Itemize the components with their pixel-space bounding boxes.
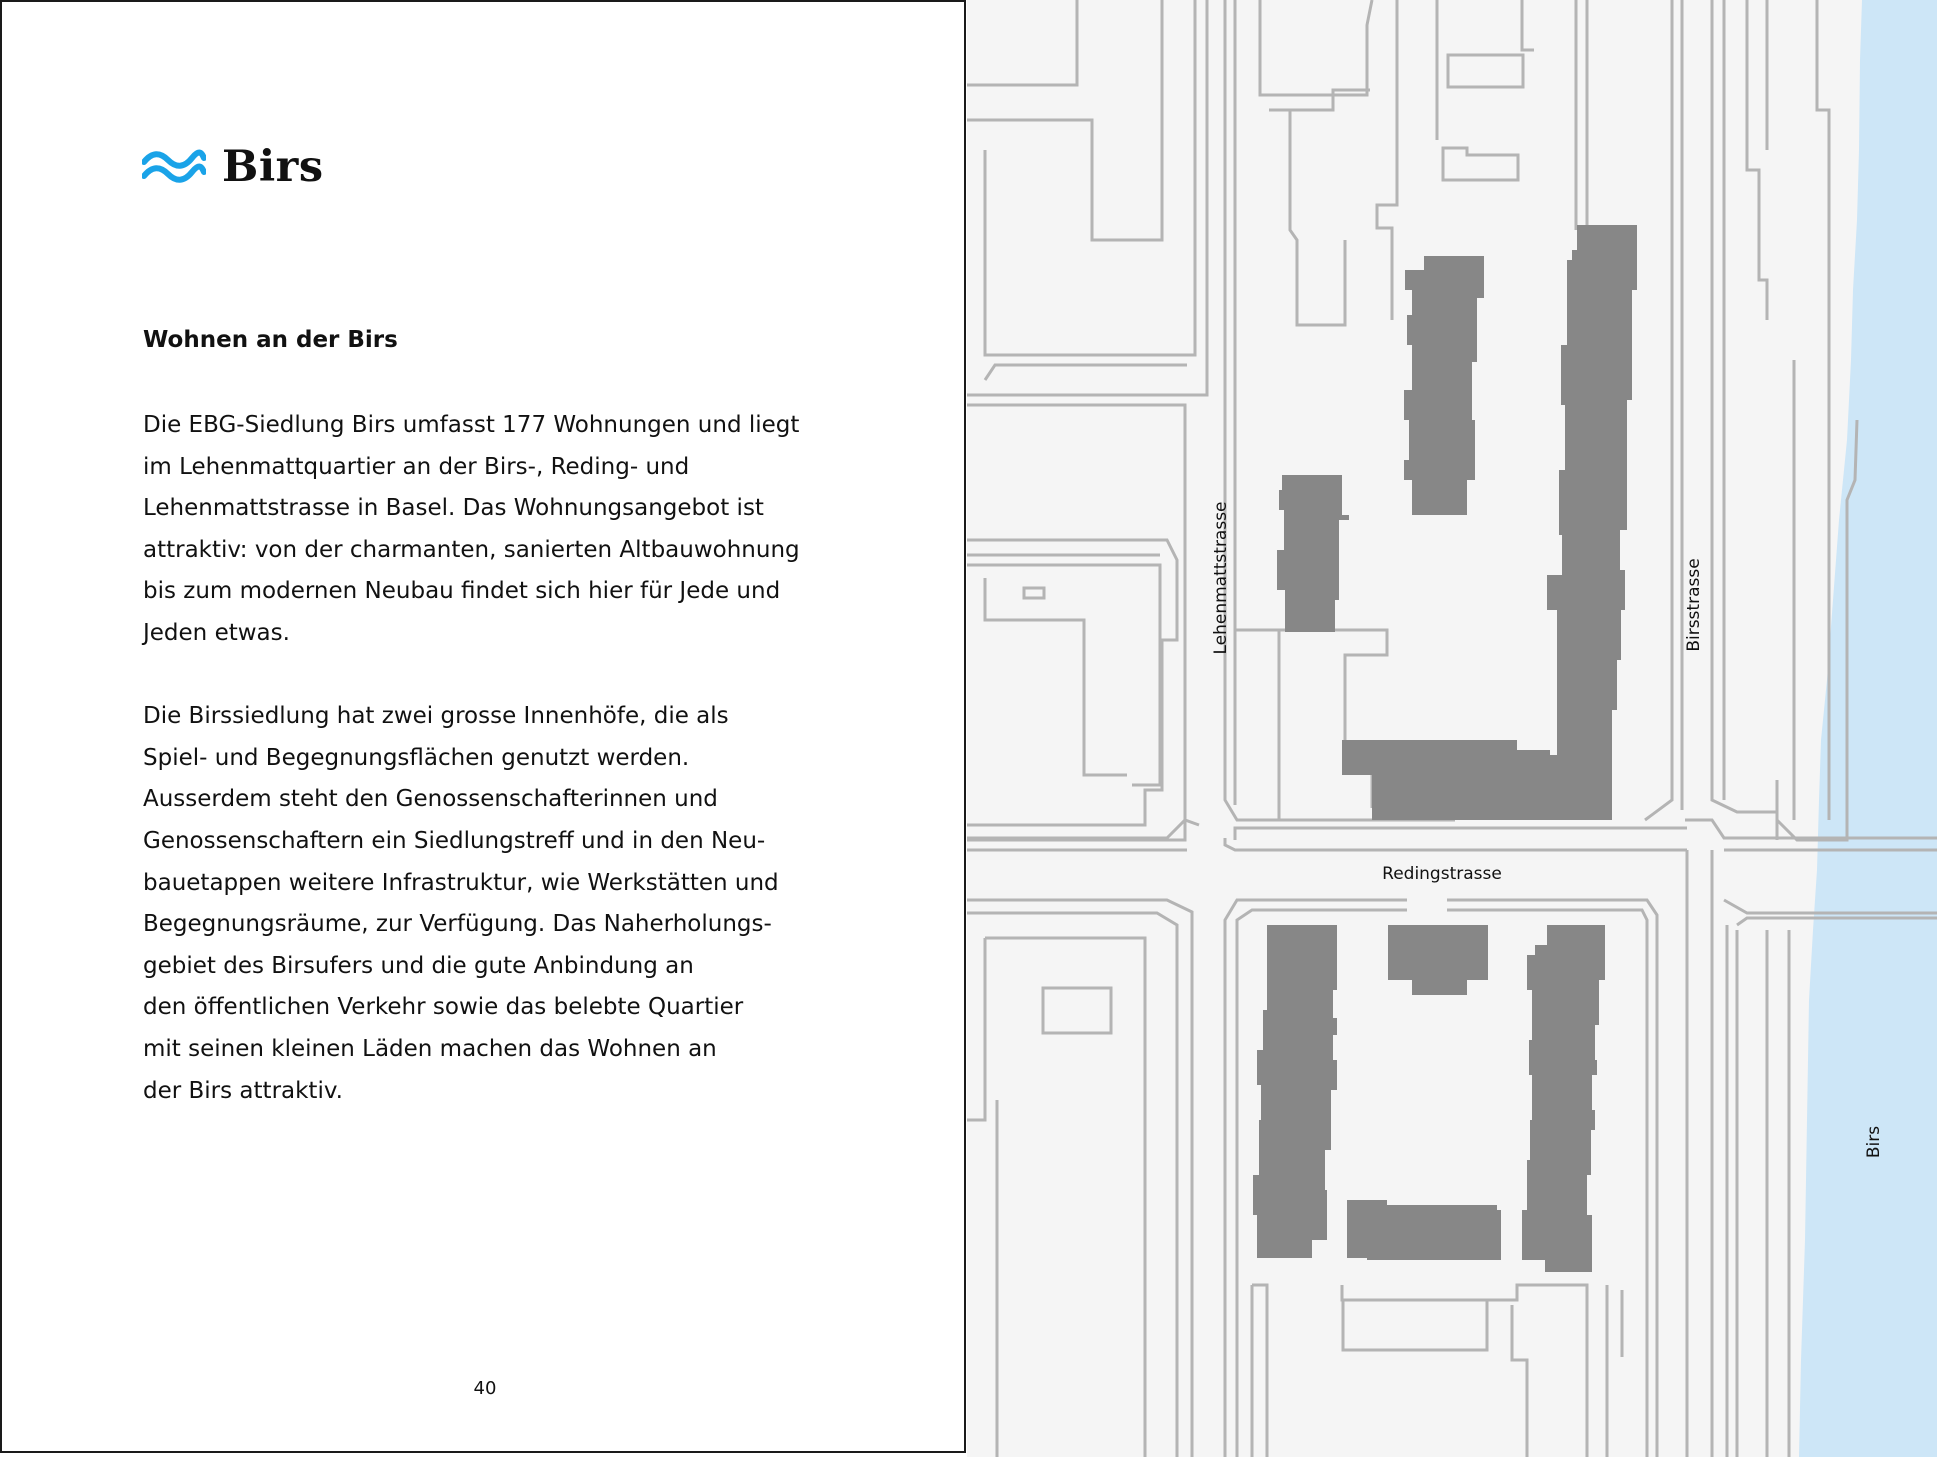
text-line: bauetappen weitere Infrastruktur, wie Werkstätten und [143,869,779,896]
section-heading: Wohnen an der Birs [143,327,398,353]
text-line: Die EBG-Siedlung Birs umfasst 177 Wohnungen und liegt [143,412,800,438]
text-line: den öffentlichen Verkehr sowie das belebte Quartier [143,994,744,1021]
text-page [0,0,966,1453]
wave-icon [142,146,206,188]
street-label-lehenmattstrasse: Lehenmattstrasse [1211,501,1231,655]
river-label-birs: Birs [1864,1125,1884,1159]
title-row [142,142,324,192]
text-line: Begegnungsräume, zur Verfügung. Das Naherholungs- [143,911,772,938]
text-line: Spiel- und Begegnungsflächen genutzt werden. [143,744,690,771]
text-line: Jeden etwas. [143,619,290,646]
text-line: gebiet des Birsufers und die gute Anbindung an [143,952,694,979]
text-line: mit seinen kleinen Läden machen das Wohnen an [143,1035,717,1062]
building [1404,256,1484,515]
body-paragraph [143,405,843,655]
street-label-redingstrasse: Redingstrasse [1382,864,1502,884]
body-paragraph [143,696,843,1112]
text-line: Genossenschaftern ein Siedlungstreff und in den Neu- [143,827,766,854]
building [1347,1200,1501,1260]
text-line: Lehenmattstrasse in Basel. Das Wohnungsangebot ist [143,495,764,522]
street-label-birsstrasse: Birsstrasse [1684,558,1704,652]
text-line: Die Birssiedlung hat zwei grosse Innenhöfe, die als [143,703,729,730]
body-text [143,405,843,1154]
text-line: Ausserdem steht den Genossenschafterinnen und [143,786,718,813]
site-map [967,0,1937,1457]
text-line: im Lehenmattquartier an der Birs-, Reding- und [143,453,690,480]
text-line: bis zum modernen Neubau findet sich hier für Jede und [143,578,781,605]
text-line: der Birs attraktiv. [143,1077,343,1104]
page-number: 40 [473,1378,497,1399]
text-line: attraktiv: von der charmanten, sanierten Altbauwohnung [143,536,800,563]
page-title: Birs [222,142,324,192]
map-canvas [967,0,1937,1457]
